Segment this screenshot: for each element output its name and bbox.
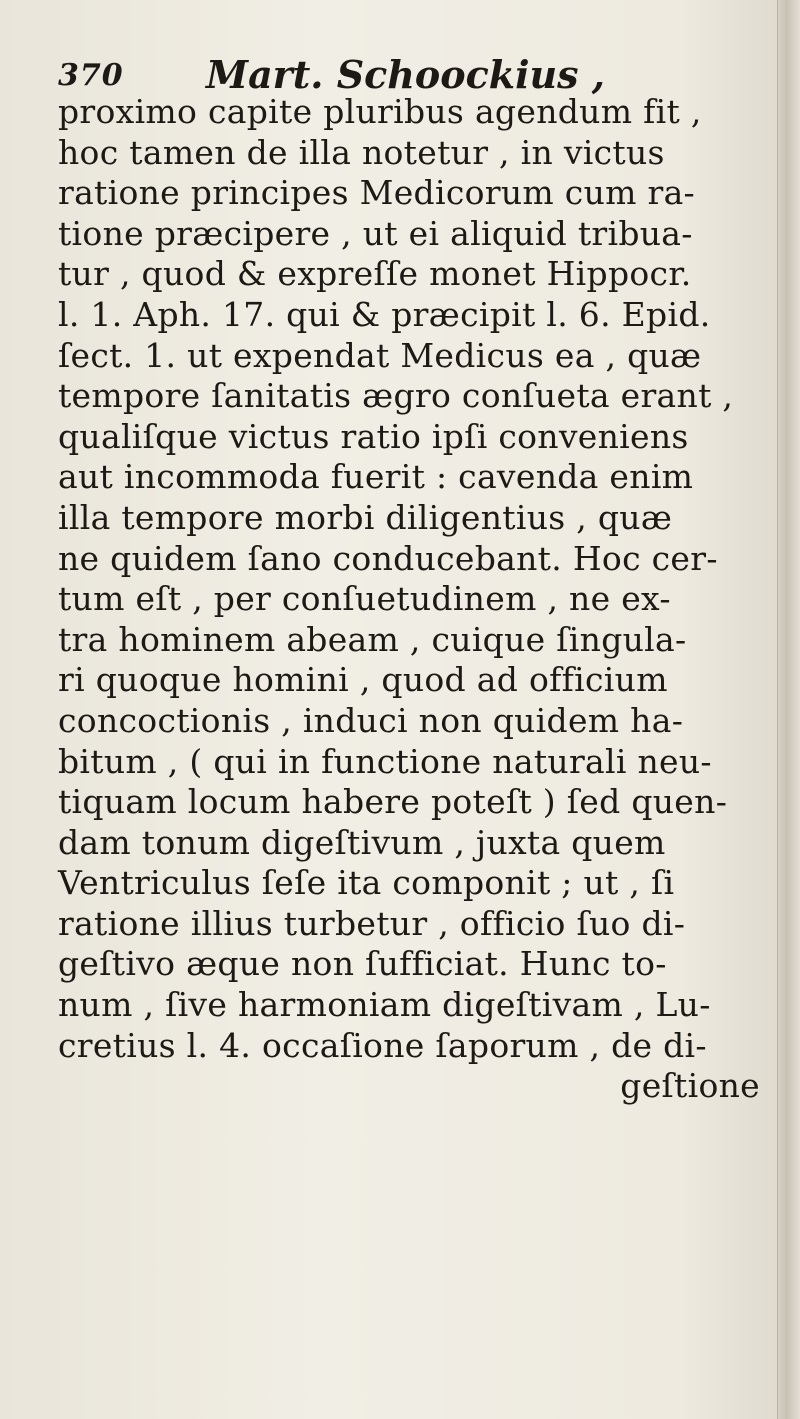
text-line: geſtivo æque non ſufficiat. Hunc to- [58, 944, 667, 984]
catchword: geſtione [620, 1066, 760, 1106]
text-line: num , ſive harmoniam digeſtivam , Lu- [58, 985, 711, 1025]
text-line: tur , quod & expreſſe monet Hippocr. [58, 254, 692, 294]
text-line: cretius l. 4. occaſione ſaporum , de di- [58, 1025, 707, 1065]
body-text [58, 92, 768, 1107]
text-line: l. 1. Aph. 17. qui & præcipit l. 6. Epid. [58, 294, 711, 334]
text-line: tiquam locum habere poteſt ) ſed quen- [58, 782, 728, 822]
text-line: ri quoque homini , quod ad officium [58, 660, 668, 700]
text-line: aut incommoda fuerit : cavenda enim [58, 457, 694, 497]
text-line: tum eſt , per conſuetudinem , ne ex- [58, 579, 671, 619]
text-line: illa tempore morbi diligentius , quæ [58, 497, 673, 537]
text-line: ratione illius turbetur , officio ſuo di- [58, 903, 686, 943]
text-line: hoc tamen de illa notetur , in victus [58, 132, 665, 172]
text-line: Ventriculus ſeſe ita componit ; ut , ſi [58, 863, 675, 903]
text-line: dam tonum digeſtivum , juxta quem [58, 822, 666, 862]
text-line: concoctionis , induci non quidem ha- [58, 700, 684, 740]
text-line: tra hominem abeam , cuique ſingula- [58, 619, 687, 659]
text-line: ratione principes Medicorum cum ra- [58, 173, 696, 213]
running-head: Mart. Schoockius , [206, 52, 605, 97]
text-line: ne quidem ſano conducebant. Hoc cer- [58, 538, 718, 578]
text-line: qualiſque victus ratio ipſi conveniens [58, 416, 689, 456]
text-line: ſect. 1. ut expendat Medicus ea , quæ [58, 335, 702, 375]
text-line: tempore ſanitatis ægro conſueta erant , [58, 376, 734, 416]
text-line: tione præcipere , ut ei aliquid tribua- [58, 213, 693, 253]
text-line: bitum , ( qui in functione naturali neu- [58, 741, 712, 781]
page-number: 370 [58, 58, 124, 93]
page-gutter [777, 0, 800, 1419]
text-line: proximo capite pluribus agendum fit , [58, 92, 702, 131]
